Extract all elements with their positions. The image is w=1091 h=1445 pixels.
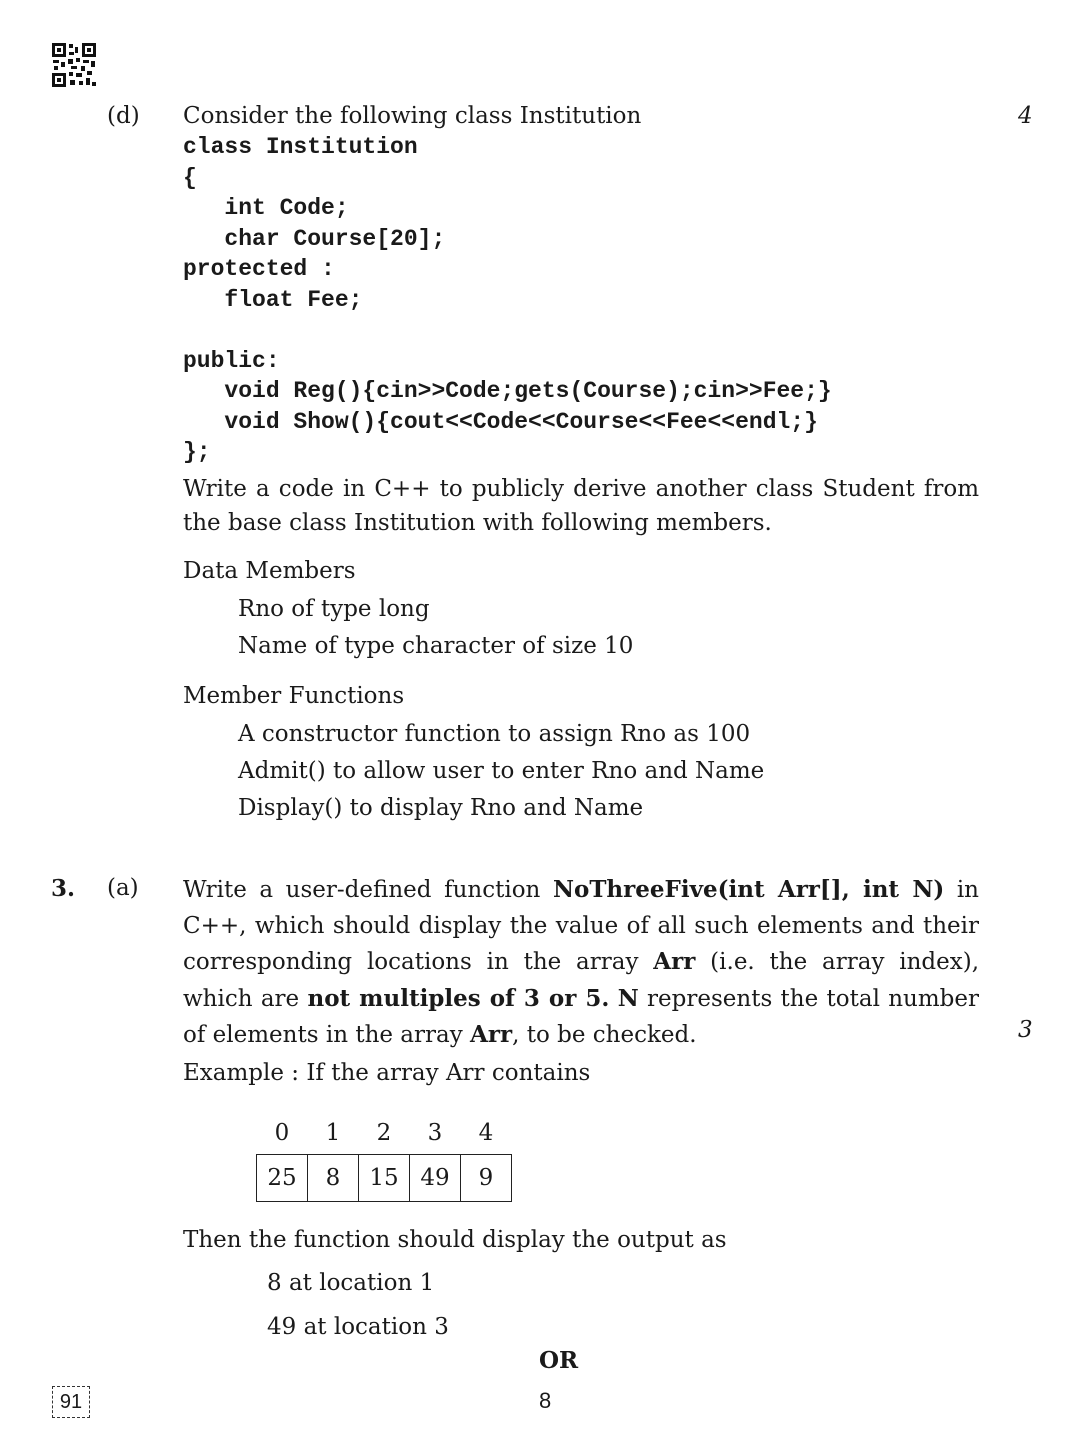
array-value: 25: [257, 1155, 308, 1202]
data-member-item: Rno of type long: [238, 596, 430, 622]
question-number: 3.: [51, 875, 76, 902]
array-name: Arr: [653, 948, 696, 975]
q3-text: , to be checked.: [512, 1022, 697, 1048]
q3-marks: 3: [1018, 1017, 1033, 1043]
data-member-item: Name of type character of size 10: [238, 633, 634, 659]
q3-paragraph: [183, 872, 979, 1054]
code-line: protected :: [183, 256, 335, 282]
array-index-row: [257, 1112, 512, 1155]
part-d-marks: 4: [1018, 103, 1033, 129]
qr-code-icon: [52, 43, 96, 87]
array-index: 2: [376, 1120, 392, 1146]
code-line: char Course[20];: [183, 225, 446, 252]
member-function-item: Display() to display Rno and Name: [238, 795, 644, 821]
array-table: [256, 1112, 512, 1202]
part-d-label: (d): [107, 103, 140, 129]
code-line: float Fee;: [183, 286, 363, 313]
code-line: int Code;: [183, 195, 349, 221]
array-index: 3: [427, 1120, 443, 1146]
code-line: void Show(){cout<<Code<<Course<<Fee<<endl;}: [183, 408, 818, 435]
member-function-item: Admit() to allow user to enter Rno and Name: [238, 758, 765, 784]
array-value-row: [257, 1155, 512, 1202]
or-divider: OR: [539, 1347, 579, 1374]
array-name: Arr: [470, 1021, 513, 1048]
array-value: 9: [461, 1155, 512, 1202]
array-value: 8: [308, 1155, 359, 1202]
output-line: 8 at location 1: [267, 1270, 435, 1296]
q3-text: Write a user-defined function: [183, 877, 553, 903]
array-index: 1: [325, 1120, 341, 1146]
q3-text: represents the total number of elements in the array: [183, 985, 979, 1048]
member-function-item: A constructor function to assign Rno as 100: [238, 721, 751, 747]
array-value: 15: [359, 1155, 410, 1202]
code-line: {: [183, 164, 197, 191]
array-index: 4: [478, 1120, 494, 1146]
code-line: class Institution: [183, 134, 418, 160]
page-number: 8: [539, 1388, 552, 1413]
paper-code-badge: 91: [52, 1386, 90, 1418]
code-line: };: [183, 439, 211, 465]
data-members-heading: Data Members: [183, 558, 356, 584]
output-line: 49 at location 3: [267, 1314, 449, 1340]
code-line: public:: [183, 347, 280, 374]
then-text: Then the function should display the output as: [183, 1227, 727, 1253]
example-text: Example : If the array Arr contains: [183, 1060, 591, 1086]
code-line: void Reg(){cin>>Code;gets(Course);cin>>Fee;}: [183, 378, 832, 404]
part-d-intro: Consider the following class Institution: [183, 103, 642, 129]
code-block: [183, 132, 832, 468]
array-index: 0: [274, 1120, 290, 1146]
param-n: N: [617, 984, 639, 1012]
part-a-label: (a): [107, 875, 139, 901]
q3-text: (i.e. the array index), which are: [183, 949, 980, 1012]
condition-text: not multiples of 3 or 5.: [307, 984, 610, 1012]
q3-text: [609, 986, 617, 1012]
array-value: 49: [410, 1155, 461, 1202]
part-d-instruction: Write a code in C++ to publicly derive another class Student from the base class Institution with following members.: [183, 476, 979, 536]
function-signature: NoThreeFive(int Arr[], int N): [552, 876, 945, 903]
member-functions-heading: Member Functions: [183, 683, 405, 709]
code-line: [183, 315, 832, 346]
q3-text: in C++, which should display the value of all such elements and their corresponding locations in the array: [183, 877, 979, 975]
